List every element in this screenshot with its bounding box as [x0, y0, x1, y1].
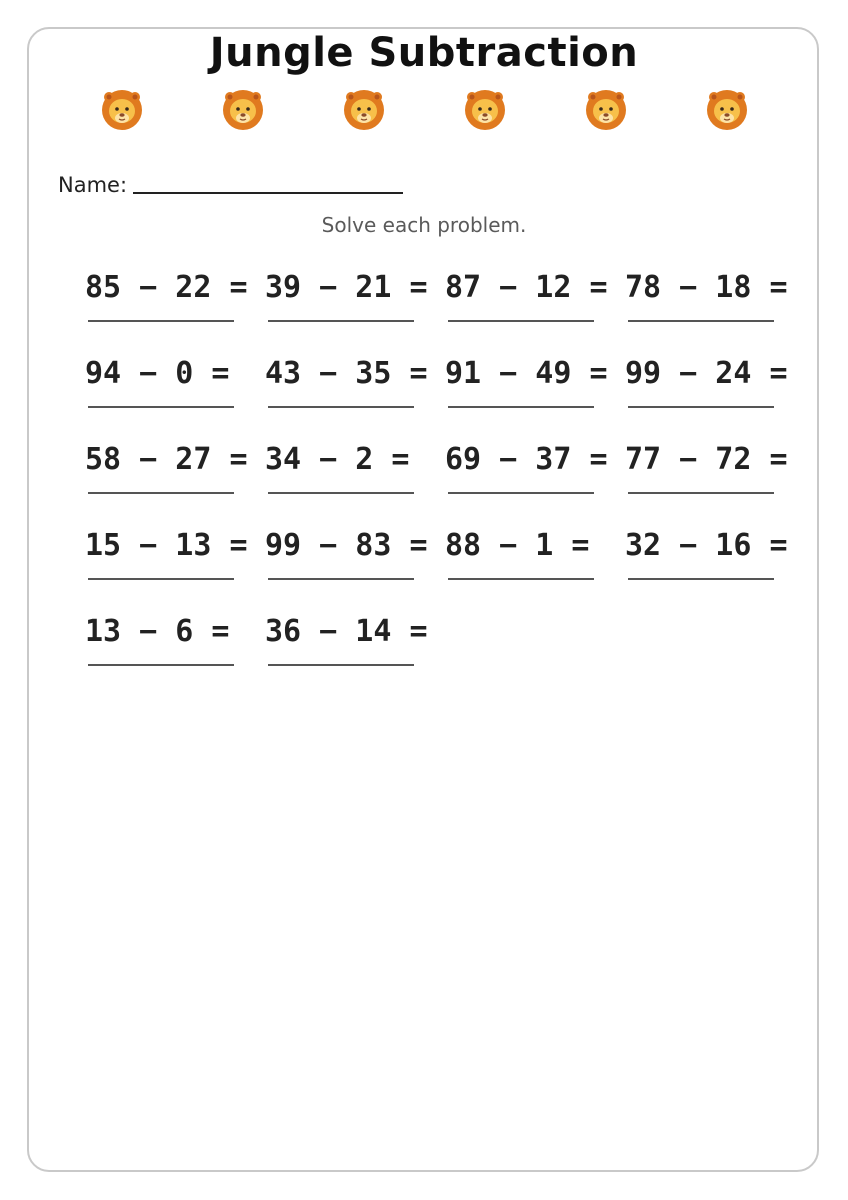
problem-expression: 77 − 72 =: [625, 442, 788, 477]
name-blank-line: [133, 172, 403, 194]
answer-blank-line[interactable]: [88, 664, 234, 666]
problem-expression: 88 − 1 =: [445, 528, 590, 563]
subtraction-problem: [85, 612, 255, 672]
subtraction-problem: [265, 526, 435, 586]
problem-expression: 58 − 27 =: [85, 442, 248, 477]
answer-blank-line[interactable]: [448, 406, 594, 408]
answer-blank-line[interactable]: [268, 492, 414, 494]
instructions-text: Solve each problem.: [321, 213, 527, 237]
answer-blank-line[interactable]: [628, 492, 774, 494]
problem-expression: 15 − 13 =: [85, 528, 248, 563]
problem-expression: 78 − 18 =: [625, 270, 788, 305]
lion-face-icon: [705, 88, 749, 132]
problem-expression: 34 − 2 =: [265, 442, 410, 477]
lion-face-icon: [584, 88, 628, 132]
subtraction-problem: [625, 526, 795, 586]
subtraction-problem: [445, 440, 615, 500]
problem-expression: 99 − 24 =: [625, 356, 788, 391]
answer-blank-line[interactable]: [268, 320, 414, 322]
worksheet-title: Jungle Subtraction: [209, 30, 639, 76]
answer-blank-line[interactable]: [448, 492, 594, 494]
answer-blank-line[interactable]: [88, 406, 234, 408]
worksheet-border: [27, 27, 819, 1172]
problem-expression: 94 − 0 =: [85, 356, 230, 391]
answer-blank-line[interactable]: [628, 406, 774, 408]
answer-blank-line[interactable]: [88, 320, 234, 322]
problem-expression: 85 − 22 =: [85, 270, 248, 305]
subtraction-problem: [85, 440, 255, 500]
lion-face-icon: [221, 88, 265, 132]
answer-blank-line[interactable]: [448, 578, 594, 580]
problem-expression: 13 − 6 =: [85, 614, 230, 649]
name-field-row: [58, 172, 403, 197]
answer-blank-line[interactable]: [268, 578, 414, 580]
problem-expression: 32 − 16 =: [625, 528, 788, 563]
subtraction-problem: [445, 268, 615, 328]
subtraction-problem: [85, 354, 255, 414]
name-label: Name:: [58, 173, 128, 197]
problem-expression: 87 − 12 =: [445, 270, 608, 305]
subtraction-problem: [265, 354, 435, 414]
answer-blank-line[interactable]: [88, 492, 234, 494]
lion-face-icon: [100, 88, 144, 132]
lion-face-icon: [463, 88, 507, 132]
subtraction-problem: [265, 612, 435, 672]
answer-blank-line[interactable]: [268, 406, 414, 408]
subtraction-problem: [445, 526, 615, 586]
subtraction-problem: [625, 354, 795, 414]
subtraction-problem: [265, 268, 435, 328]
answer-blank-line[interactable]: [268, 664, 414, 666]
problem-expression: 99 − 83 =: [265, 528, 428, 563]
problem-expression: 43 − 35 =: [265, 356, 428, 391]
subtraction-problem: [265, 440, 435, 500]
subtraction-problem: [85, 268, 255, 328]
subtraction-problem: [625, 440, 795, 500]
lion-face-icon: [342, 88, 386, 132]
answer-blank-line[interactable]: [628, 320, 774, 322]
subtraction-problem: [625, 268, 795, 328]
problem-expression: 36 − 14 =: [265, 614, 428, 649]
subtraction-problem: [445, 354, 615, 414]
answer-blank-line[interactable]: [448, 320, 594, 322]
problem-expression: 39 − 21 =: [265, 270, 428, 305]
answer-blank-line[interactable]: [88, 578, 234, 580]
subtraction-problem: [85, 526, 255, 586]
problem-expression: 69 − 37 =: [445, 442, 608, 477]
problem-expression: 91 − 49 =: [445, 356, 608, 391]
answer-blank-line[interactable]: [628, 578, 774, 580]
